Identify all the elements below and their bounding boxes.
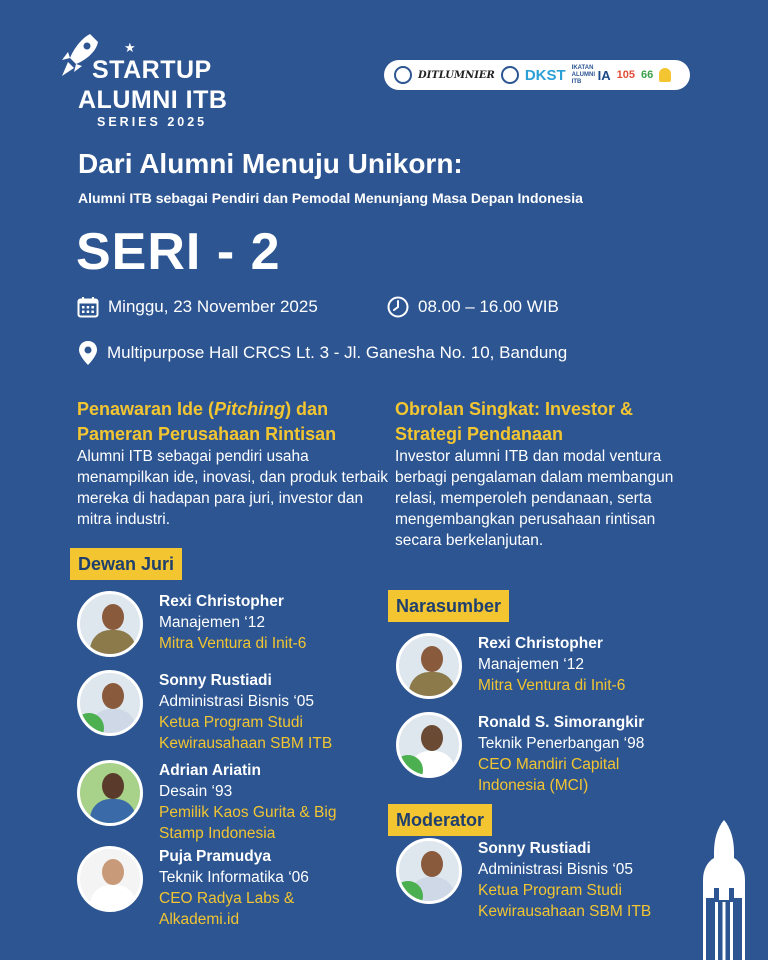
calendar-icon	[77, 296, 99, 318]
dewan-juri-tag: Dewan Juri	[70, 548, 182, 580]
person-role: Ketua Program Studi Kewirausahaan SBM ITB	[159, 714, 333, 752]
event-time-text: 08.00 – 16.00 WIB	[418, 297, 559, 316]
person-department: Administrasi Bisnis ‘05	[478, 861, 634, 878]
person-name: Puja Pramudya	[159, 848, 271, 865]
ditlumnier-logo: DITLUMNIER	[418, 69, 495, 81]
pitching-title	[77, 397, 387, 447]
anniversary-105-logo: 105	[616, 69, 636, 81]
event-subtitle: Alumni ITB sebagai Pendiri dan Pemodal Menunjang Masa Depan Indonesia	[78, 190, 583, 206]
chat-title: Obrolan Singkat: Investor & Strategi Pendanaan	[395, 399, 634, 444]
partner-logos	[384, 60, 690, 90]
person-name: Rexi Christopher	[478, 635, 603, 652]
chat-description: Investor alumni ITB dan modal ventura berbagi pengalaman dalam membangun relasi, memperoleh pendanaan, serta mengembangkan perusahaan rintisan secara berkelanjutan.	[395, 448, 674, 549]
avatar	[77, 760, 143, 826]
ia-small-text: IKATAN ALUMNI ITB	[571, 64, 596, 85]
event-venue-text: Multipurpose Hall CRCS Lt. 3 - Jl. Ganesha No. 10, Bandung	[107, 343, 568, 362]
brand-logo	[60, 32, 250, 132]
avatar	[396, 838, 462, 904]
person-role: CEO Radya Labs & Alkademi.id	[159, 890, 295, 928]
person-name: Sonny Rustiadi	[478, 840, 591, 857]
event-title: Dari Alumni Menuju Unikorn:	[78, 148, 463, 179]
person-name: Ronald S. Simorangkir	[478, 714, 645, 731]
brand-line-2: ALUMNI ITB	[78, 86, 228, 114]
person-name: Adrian Ariatin	[159, 762, 261, 779]
pitching-description: Alumni ITB sebagai pendiri usaha menampilkan ide, inovasi, dan produk terbaik mereka di hadapan para juri, investor dan mitra industri.	[77, 448, 389, 528]
person-name: Rexi Christopher	[159, 593, 284, 610]
avatar	[77, 591, 143, 657]
space-shuttle-icon	[697, 818, 751, 960]
person-role: Mitra Ventura di Init-6	[478, 677, 626, 694]
avatar	[396, 633, 462, 699]
series-heading: SERI - 2	[76, 223, 281, 281]
event-date	[77, 296, 318, 318]
dkst-logo: DKST	[524, 66, 566, 84]
star-icon: ★	[124, 40, 136, 55]
avatar	[77, 846, 143, 912]
brand-line-1: STARTUP	[92, 56, 212, 84]
person-name: Sonny Rustiadi	[159, 672, 272, 689]
dkst-seal-icon	[501, 66, 519, 84]
person-department: Manajemen ‘12	[478, 656, 584, 673]
anniversary-66-logo: 66	[641, 69, 654, 81]
ia-logo: IA	[597, 67, 611, 83]
person-department: Teknik Informatika ‘06	[159, 869, 309, 886]
avatar	[77, 670, 143, 736]
partner-leaf-logo	[659, 68, 671, 82]
clock-icon	[387, 296, 409, 318]
person-department: Administrasi Bisnis ‘05	[159, 693, 315, 710]
person-role: Mitra Ventura di Init-6	[159, 635, 307, 652]
narasumber-tag: Narasumber	[388, 590, 509, 622]
event-date-text: Minggu, 23 November 2025	[108, 297, 318, 316]
moderator-tag: Moderator	[388, 804, 492, 836]
brand-line-3: SERIES 2025	[97, 115, 208, 129]
avatar	[396, 712, 462, 778]
pitching-title-part2: ) dan Pameran Perusahaan Rintisan	[77, 399, 337, 444]
person-role: CEO Mandiri Capital Indonesia (MCI)	[478, 756, 620, 794]
event-time	[387, 296, 559, 318]
person-role: Ketua Program Studi Kewirausahaan SBM ITB	[478, 882, 652, 920]
itb-seal-icon	[394, 66, 412, 84]
person-department: Manajemen ‘12	[159, 614, 265, 631]
person-role: Pemilik Kaos Gurita & Big Stamp Indonesia	[159, 804, 337, 842]
person-department: Teknik Penerbangan ‘98	[478, 735, 645, 752]
event-venue	[78, 340, 567, 366]
person-department: Desain ‘93	[159, 783, 233, 800]
pitching-title-italic: Pitching	[214, 399, 286, 419]
pitching-title-part1: Penawaran Ide (	[77, 399, 215, 419]
location-pin-icon	[78, 340, 98, 366]
